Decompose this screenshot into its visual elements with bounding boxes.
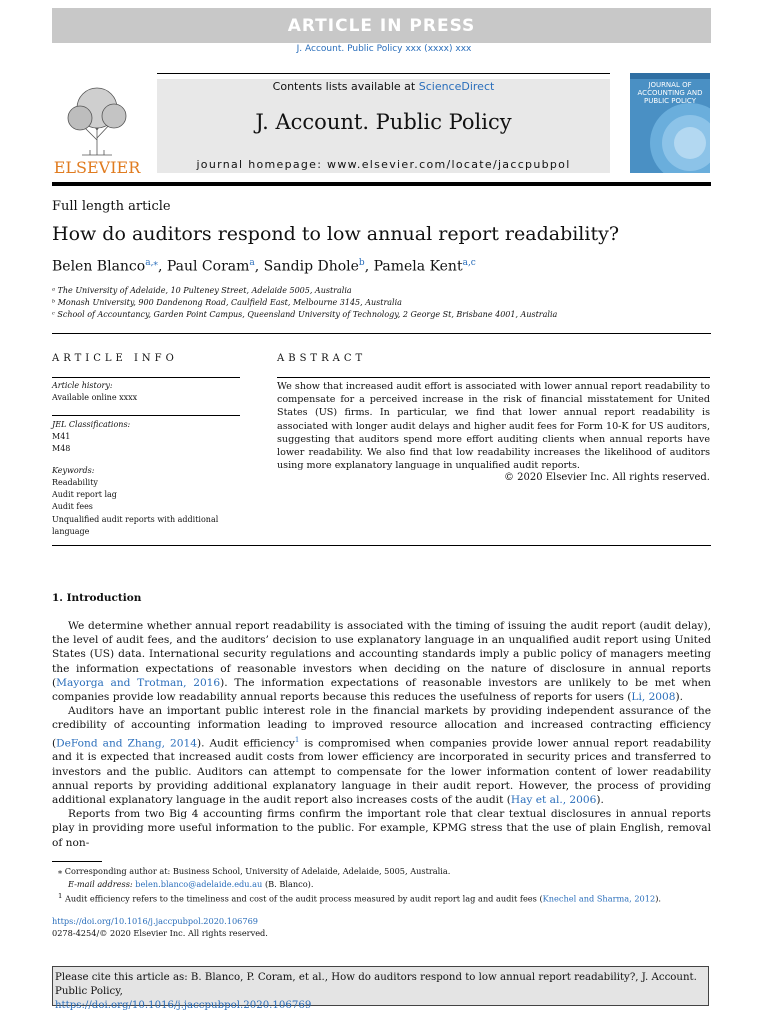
paragraph: Reports from two Big 4 accounting firms confirm the important role that clear textual disclosures in annual reports play in providing more useful information to the public. For example, KPMG stress that the use of plain English, removal of non- (52, 808, 711, 849)
text-run: ). (596, 793, 604, 806)
introduction-body (52, 619, 711, 850)
header-rule (157, 73, 610, 74)
journal-citation-link[interactable]: J. Account. Public Policy xxx (xxxx) xxx (296, 44, 472, 54)
history-value: Available online xxxx (52, 393, 138, 402)
author-affiliation-mark[interactable]: b (358, 258, 365, 268)
footnote-mark[interactable]: 1 (294, 735, 300, 744)
keywords-label: Keywords: (52, 466, 95, 475)
email-footnote (68, 879, 313, 889)
author-name[interactable]: Belen Blanco (52, 258, 146, 275)
author-affiliation-mark[interactable]: a (249, 258, 255, 268)
corresponding-footnote (58, 866, 450, 876)
paragraph (52, 704, 711, 807)
doi-link[interactable]: https://doi.org/10.1016/j.jaccpubpol.2020.106769 (52, 916, 258, 926)
citation-link[interactable]: Mayorga and Trotman, 2016 (56, 676, 221, 689)
citation-link[interactable]: Knechel and Sharma, 2012 (542, 893, 656, 904)
author-affiliation-mark[interactable]: a,⁎ (145, 258, 158, 268)
corresponding-mark: ⁎ (58, 866, 63, 876)
journal-homepage[interactable]: journal homepage: www.elsevier.com/locate/jaccpubpol (196, 158, 571, 171)
email-suffix: (B. Blanco). (264, 879, 314, 889)
section-divider (52, 333, 711, 334)
issn-copyright: 0278-4254/© 2020 Elsevier Inc. All rights reserved. (52, 928, 268, 938)
info-divider (52, 415, 240, 416)
jel-code: M48 (52, 444, 71, 453)
abstract-heading: ABSTRACT (277, 353, 367, 364)
jel-label: JEL Classifications: (52, 420, 131, 429)
article-in-press-banner: ARTICLE IN PRESS (52, 8, 711, 43)
author-name[interactable]: Paul Coram (166, 258, 250, 275)
keyword: Audit fees (52, 502, 93, 511)
jel-code: M41 (52, 432, 71, 441)
keyword: Unqualified audit reports with additional language (52, 515, 219, 536)
author-name[interactable]: Pamela Kent (373, 258, 463, 275)
citation-link[interactable]: Hay et al., 2006 (510, 793, 597, 806)
citation-link[interactable]: DeFond and Zhang, 2014 (56, 737, 197, 750)
abstract-divider (277, 377, 710, 378)
sciencedirect-link[interactable]: ScienceDirect (418, 80, 495, 93)
article-title: How do auditors respond to low annual report readability? (52, 223, 620, 245)
author-affiliation-mark[interactable]: a,c (462, 258, 476, 268)
text-run: ). (675, 691, 684, 704)
citation-text: Please cite this article as: B. Blanco, P. Coram, et al., How do auditors respond to low annual report readability?, J. Account. Public Policy, (55, 972, 697, 997)
article-info-heading: ARTICLE INFO (52, 353, 178, 364)
citation-doi-link[interactable]: https://doi.org/10.1016/j.jaccpubpol.2020.106769 (55, 1000, 312, 1011)
footnote-1-end: ). (655, 893, 661, 904)
text-run: is compromised when companies provide lower annual report readability and it is expected that increased audit costs from lower efficiency are incorporated in security prices and transferred to investors and the public. Auditors can attempt to compensate for the lower information content of lower readability annual reports by providing additional explanatory language in their audit report. However, the process of providing additional explanatory language in the audit report also increases costs of the audit ( (52, 737, 711, 806)
citation-link[interactable]: Li, 2008 (631, 691, 676, 704)
history-label: Article history: (52, 381, 113, 390)
journal-cover-image (630, 73, 710, 173)
abstract-copyright: © 2020 Elsevier Inc. All rights reserved. (503, 472, 710, 483)
email-link[interactable]: belen.blanco@adelaide.edu.au (135, 879, 263, 889)
affiliation: ᵇ Monash University, 900 Dandenong Road, Caulfield East, Melbourne 3145, Australia (52, 298, 402, 307)
header-divider (52, 182, 711, 186)
contents-prefix: Contents lists available at (272, 80, 419, 93)
footnote-rule (52, 861, 102, 862)
info-divider (52, 377, 240, 378)
footnote-1-text: Audit efficiency refers to the timeliness and cost of the audit process measured by audit report lag and audit fees ( (64, 893, 543, 904)
keyword: Readability (52, 478, 98, 487)
abstract-text: We show that increased audit effort is associated with lower annual report readability to compensate for a perceived increase in the risk of financial misstatement for United States (US) firms. In particular, we find that lower annual report readability is associated with longer audit delays and higher audit fees for Form 10-K for US auditors, suggesting that auditors spend more effort auditing clients when annual reports have lower readability. We also find that low readability increases the likelihood of auditors using more explanatory language in unqualified audit reports. (277, 381, 710, 472)
corresponding-text: Corresponding author at: Business School, University of Adelaide, Adelaide, 5005, Australia. (64, 866, 451, 876)
text-run: Auditors have an important public interest role in the financial markets by providing independent assurance of the credibility of accounting information leading to improved resource allocation and increased contracting efficiency ( (52, 705, 711, 750)
email-label: E-mail address: (68, 879, 133, 889)
cover-title: JOURNAL OF ACCOUNTING AND PUBLIC POLICY (637, 81, 703, 105)
contents-line (157, 80, 610, 93)
elsevier-wordmark: ELSEVIER (53, 158, 141, 177)
footnote-1 (58, 892, 661, 904)
section-divider (52, 545, 711, 546)
text-run: ). Audit efficiency (196, 737, 295, 750)
text-run: We determine whether annual report readability is associated with the timing of issuing the audit report (audit delay), the level of audit fees, and the auditors’ decision to use explanatory language in an unqualified audit report using United States (US) data. International security regulations and accounting standards imply a public policy of managers meeting the information expectations of reasonable investors when deciding on the nature of disclosure in annual reports ( (52, 620, 711, 689)
citation-box (52, 966, 709, 1011)
journal-name: J. Account. Public Policy (255, 110, 512, 134)
affiliation: ᵃ The University of Adelaide, 10 Pulteney Street, Adelaide 5005, Australia (52, 286, 352, 295)
author-list: Belen Blanco$^{a,⁎}$, Paul Coram$^a$, Sandip Dhole$^b$, Pamela Kent$^{a,c}$ (52, 258, 476, 275)
author-name[interactable]: Sandip Dhole (263, 258, 359, 275)
text-run: ). The information expectations of reasonable investors are unlikely to be met when companies provide low readability annual reports because this reduces the usefulness of reports for users ( (52, 676, 711, 704)
keyword: Audit report lag (52, 490, 117, 499)
paragraph (52, 619, 711, 704)
introduction-heading: 1. Introduction (52, 592, 142, 604)
footnote-1-mark: 1 (58, 892, 63, 900)
affiliation: ᶜ School of Accountancy, Garden Point Campus, Queensland University of Technology, 2 George St, Brisbane 4001, Australia (52, 310, 558, 319)
article-type: Full length article (52, 199, 171, 214)
